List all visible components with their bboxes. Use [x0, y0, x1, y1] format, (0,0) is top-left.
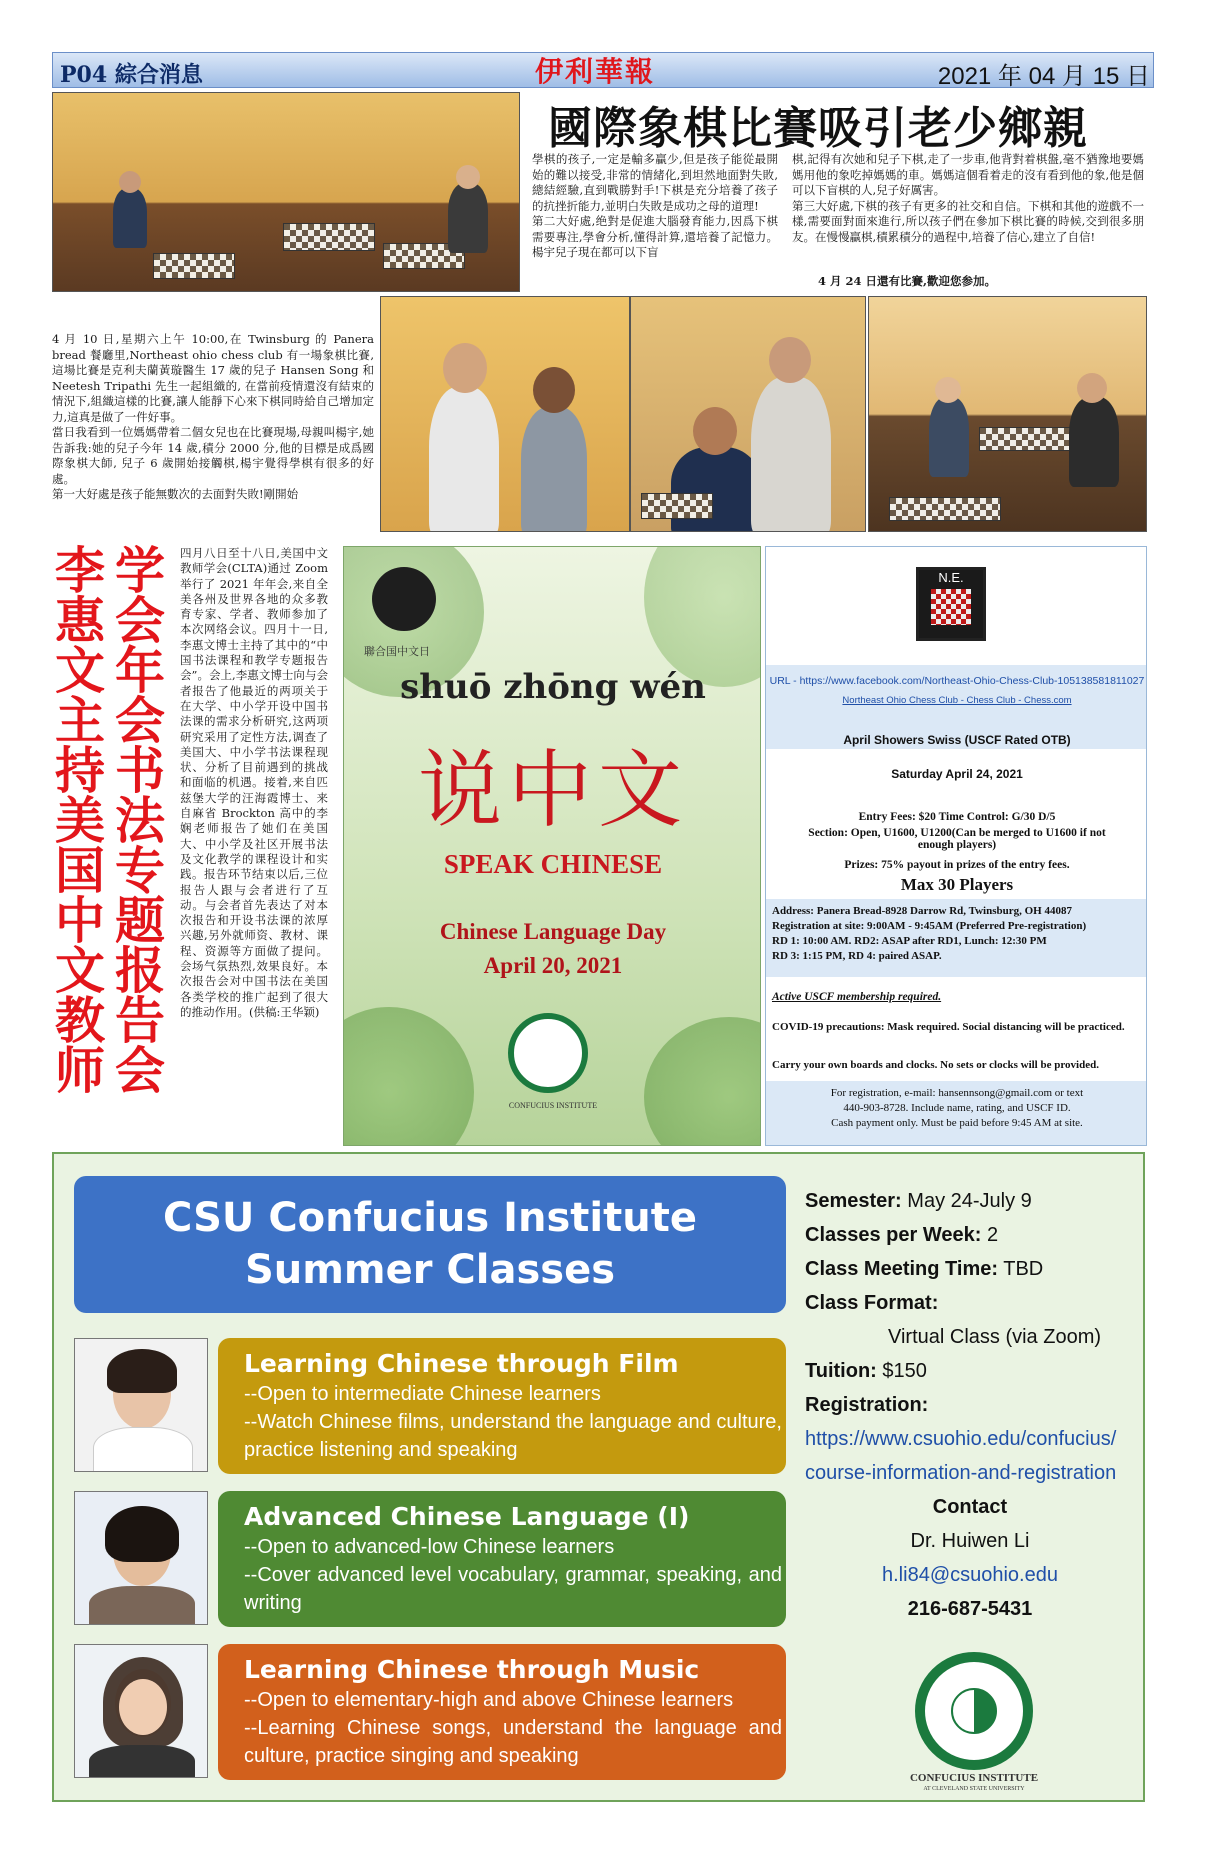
players-portrait-photo	[380, 296, 630, 532]
format-label: Class Format:	[805, 1292, 939, 1314]
chess-room-photo	[52, 92, 520, 292]
course-card-advanced	[218, 1491, 786, 1627]
flyer-contact-1: For registration, e-mail: hansennsong@gmail.com or text	[830, 1087, 1084, 1099]
poster-hanzi: 说中文	[417, 741, 688, 839]
cpw-label: Classes per Week:	[805, 1224, 982, 1246]
chess-footer-note: 4 月 24 日還有比賽,歡迎您参加。	[818, 274, 997, 288]
contact-email[interactable]: h.li84@csuohio.edu	[882, 1564, 1058, 1586]
section-label: P04 綜合消息	[60, 62, 203, 88]
tuition-label: Tuition:	[805, 1360, 877, 1382]
poster-english: SPEAK CHINESE	[443, 849, 663, 879]
teacher-article-body: 四月八日至十八日,美国中文教师学会(CLTA)通过 Zoom 举行了 2021 年年会,来自全美各州及世界各地的众多教育专家、学者、教师参加了本次网络会议。四月十一日,李惠文博士主持了其中的“中国书法课程和教学专题报告会”。会上,李惠文博士向与会者报告了他最近的两项关于在大学、中小学开设中国书法课的需求分析研究,这两项研究采用了定性方法,调查了美国大、中小学书法课程现状、分析了目前遇到的挑战和面临的机遇。接着,来自匹兹堡大学的汪海霞博士、来自麻省 Brockton 高中的李娴老师报告了她们在美国大、中小学及社区开展书法及文化教学的课程设计和实践。报告环节结束以后,三位报告人跟与会者进行了互动。与会者首先表达了对本次报告和开设书法课的浓厚兴趣,另外就师资、教材、课程、资源等方面做了提问。会场气氛热烈,效果良好。本次报告会对中国书法在美国各类学校的推广起到了很大的推动作用。(供稿:王华颖)	[180, 546, 328, 1019]
course-card-music	[218, 1644, 786, 1780]
flyer-covid: COVID-19 precautions: Mask required. Social distancing will be practiced.	[772, 1021, 1125, 1033]
time-value: TBD	[1003, 1258, 1044, 1280]
time-label: Class Meeting Time:	[805, 1258, 999, 1280]
csu-title-line1: CSU Confucius Institute	[163, 1195, 697, 1241]
issue-date: 2021 年 04 月 15 日	[937, 63, 1150, 90]
format-label-line	[805, 1286, 938, 1320]
course-title: Learning Chinese through Music	[244, 1655, 700, 1684]
tuition-line	[805, 1354, 927, 1388]
flyer-rd1: RD 1: 10:00 AM. RD2: ASAP after RD1, Lunch: 12:30 PM	[772, 935, 1047, 947]
flyer-prizes: Prizes: 75% payout in prizes of the entry fees.	[844, 859, 1070, 871]
csu-title-line2: Summer Classes	[244, 1247, 616, 1293]
confucius-institute-seal	[915, 1652, 1033, 1770]
flyer-fees: Entry Fees: $20 Time Control: G/30 D/5	[858, 811, 1056, 823]
semester-value: May 24-July 9	[907, 1190, 1032, 1212]
chess-headline: 國際象棋比賽吸引老少鄉親	[548, 103, 1088, 154]
flyer-contact-3: Cash payment only. Must be paid before 9:45 AM at site.	[831, 1117, 1083, 1129]
format-value: Virtual Class (via Zoom)	[888, 1326, 1102, 1348]
poster-date: April 20, 2021	[483, 953, 623, 978]
classes-per-week-line	[805, 1218, 998, 1252]
instructor-portrait-1	[74, 1338, 208, 1472]
tournament-play-photo	[868, 296, 1147, 532]
contact-label: Contact	[932, 1496, 1008, 1518]
ink-brush-logo	[372, 567, 436, 631]
course-title: Advanced Chinese Language (I)	[244, 1502, 690, 1531]
registration-label-line	[805, 1388, 928, 1422]
speak-chinese-poster	[343, 546, 761, 1146]
contact-phone: 216-687-5431	[907, 1598, 1033, 1620]
flyer-boards: Carry your own boards and clocks. No sets or clocks will be provided.	[772, 1059, 1099, 1071]
course-description: --Cover advanced level vocabulary, grammar, speaking, and writing	[244, 1564, 782, 1614]
masthead: 伊利華報	[535, 55, 656, 88]
course-title: Learning Chinese through Film	[244, 1349, 679, 1378]
confucius-logo	[508, 1013, 588, 1093]
course-description: --Learning Chinese songs, understand the language and culture, practice singing and speaking	[244, 1717, 782, 1767]
flyer-address: Address: Panera Bread-8928 Darrow Rd, Twinsburg, OH 44087	[772, 905, 1072, 917]
semester-line	[805, 1184, 1032, 1218]
flyer-date: Saturday April 24, 2021	[891, 767, 1023, 781]
organizers-photo	[630, 296, 866, 532]
flyer-section: Section: Open, U1600, U1200(Can be merged to U1600 if not enough players)	[808, 827, 1106, 851]
tuition-value: $150	[882, 1360, 927, 1382]
flyer-title: April Showers Swiss (USCF Rated OTB)	[843, 733, 1071, 747]
course-audience: --Open to advanced-low Chinese learners	[244, 1536, 615, 1558]
chess-col-left: 4 月 10 日,星期六上午 10:00,在 Twinsburg 的 Panera bread 餐廳里,Northeast ohio chess club 有一場象棋比賽, 這場比賽是克利夫蘭黃璇醫生 17 歲的兒子 Hansen Song 和 Neetesh Tripathi 先生一起組織的, 在當前疫情還沒有結束的情況下,組織這樣的比賽,讓人能靜下心來下棋同時給自己增加定力,這真是做了一件好事。 當日我看到一位媽媽帶着二個女兒也在比賽現場,母親叫楊宇,她告訴我:她的兒子今年 14 歲,積分 2000 分,他的目標是成爲國際象棋大師, 兒子 6 歲開始接觸棋,楊宇覺得學棋有很多的好處。 第一大好處是孩子能無數次的去面對失敗!剛開始	[52, 332, 374, 501]
chess-club-logo-text: N.E.	[938, 570, 964, 585]
seal-caption: CONFUCIUS INSTITUTE	[909, 1772, 1039, 1784]
flyer-contact-2: 440-903-8728. Include name, rating, and USCF ID.	[843, 1102, 1071, 1114]
teacher-headline-left-col: 李惠文主持美国中文教师	[55, 542, 105, 1100]
cpw-value: 2	[986, 1224, 999, 1246]
flyer-url-2[interactable]: Northeast Ohio Chess Club - Chess Club - Chess.com	[842, 695, 1072, 706]
course-card-film	[218, 1338, 786, 1474]
flyer-url[interactable]: URL - https://www.facebook.com/Northeast-Ohio-Chess-Club-105138581811027	[769, 675, 1145, 687]
leaf-decoration	[644, 1017, 761, 1146]
seal-subcaption: AT CLEVELAND STATE UNIVERSITY	[923, 1786, 1025, 1792]
flyer-uscf: Active USCF membership required.	[772, 991, 942, 1003]
poster-small-label: 聯合国中文日	[364, 645, 430, 658]
leaf-decoration	[343, 1007, 474, 1146]
chess-club-logo	[916, 567, 986, 641]
instructor-portrait-3	[74, 1644, 208, 1778]
course-audience: --Open to intermediate Chinese learners	[244, 1383, 601, 1405]
registration-url-1[interactable]: https://www.csuohio.edu/confucius/	[805, 1428, 1117, 1450]
teacher-headline-right-col: 学会年会书法专题报告会	[115, 542, 165, 1100]
flyer-rd3: RD 3: 1:15 PM, RD 4: paired ASAP.	[772, 950, 942, 962]
leaf-decoration	[644, 546, 761, 687]
contact-name: Dr. Huiwen Li	[910, 1530, 1030, 1552]
chess-col-mid: 學棋的孩子,一定是輸多贏少,但是孩子能從最開始的難以接受,非常的情緒化,到坦然地面對失敗,總結經驗,直到戰勝對手!下棋是充分培養了孩子的抗挫折能力,並明白失敗是成功之母的道理! 第二大好處,绝對是促進大腦發育能力,因爲下棋需要專注,學會分析,懂得計算,還培養了記憶力。楊宇兒子現在都可以下盲	[532, 152, 778, 259]
poster-pinyin: shuō zhōng wén	[400, 667, 706, 707]
registration-label: Registration:	[805, 1394, 929, 1416]
flyer-max: Max 30 Players	[900, 875, 1014, 894]
course-description: --Watch Chinese films, understand the language and culture, practice listening and speaking	[244, 1411, 782, 1461]
poster-logo-text: CONFUCIUS INSTITUTE	[508, 1101, 598, 1110]
course-audience: --Open to elementary-high and above Chinese learners	[244, 1689, 734, 1711]
semester-label: Semester:	[805, 1190, 902, 1212]
instructor-portrait-2	[74, 1491, 208, 1625]
csu-title-box	[74, 1176, 786, 1313]
poster-day: Chinese Language Day	[439, 919, 667, 944]
chess-tournament-flyer	[765, 546, 1147, 1146]
meeting-time-line	[805, 1252, 1043, 1286]
chess-col-right: 棋,記得有次她和兒子下棋,走了一步車,他背對着棋盤,毫不猶豫地要媽媽用他的象吃掉媽媽的車。媽媽這個看着走的沒有看到他的象,他是個可以下盲棋的人,兒子好厲害。 第三大好處,下棋的孩子有更多的社交和自信。下棋和其他的遊戲不一樣,需要面對面來進行,所以孩子們在參加下棋比賽的時候,交到很多朋友。在慢慢贏棋,積累積分的過程中,培養了信心,建立了自信!	[792, 152, 1144, 244]
registration-url-2[interactable]: course-information-and-registration	[805, 1462, 1117, 1484]
flyer-registration: Registration at site: 9:00AM - 9:45AM (Preferred Pre-registration)	[772, 920, 1087, 932]
